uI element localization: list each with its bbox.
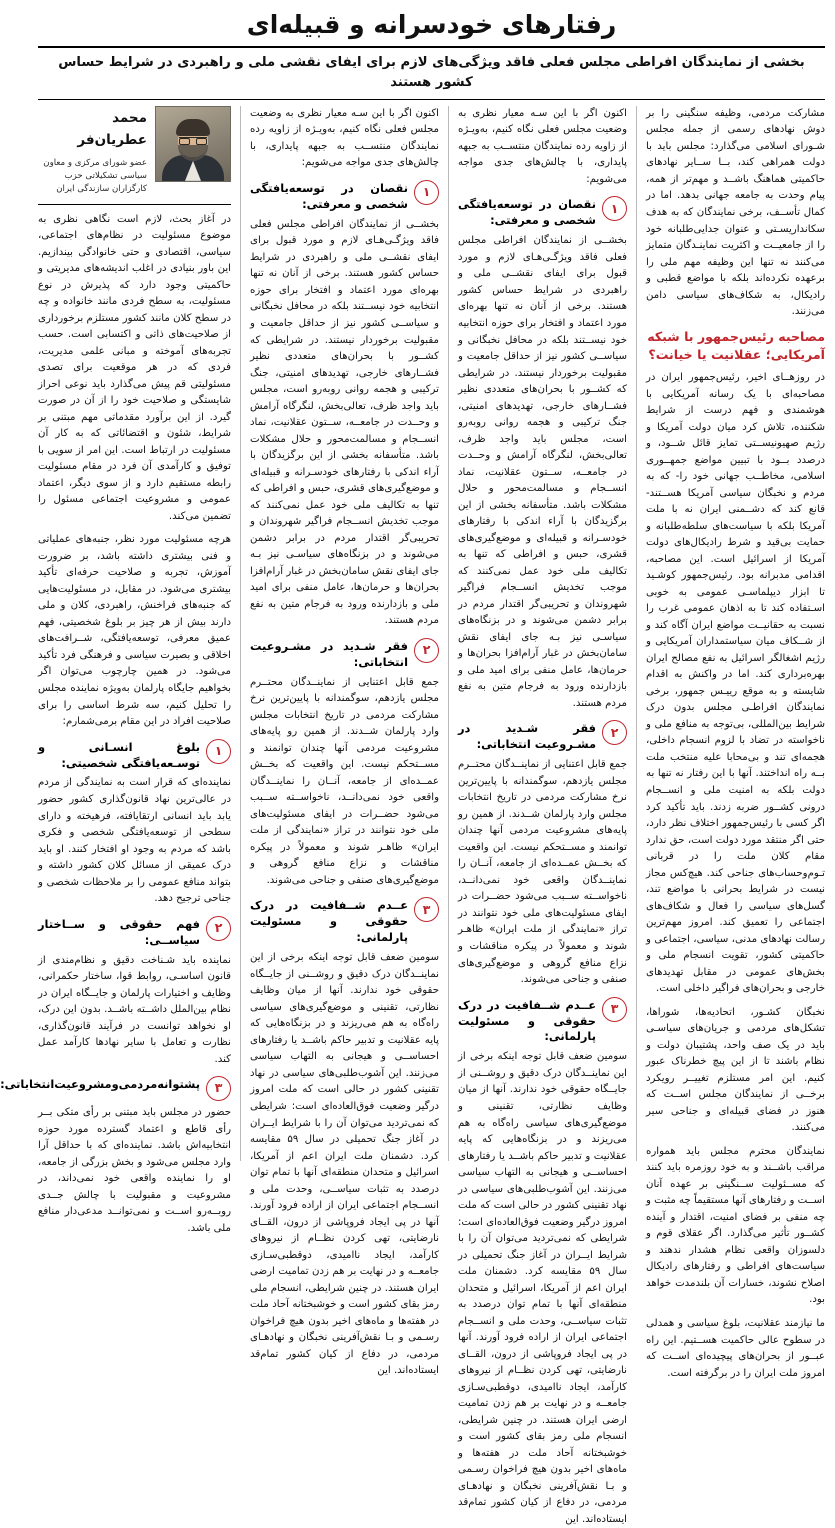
paragraph: اکنون اگر با این سـه معیار نظری به وضعیت مجلس فعلی نگاه کنیم، به‌ویـژه از زاویه رده نمایندگان منتســب به جبهه پایداری، با چالش‌های جدی مواجه می‌شویم: [250,107,439,169]
numbered-section-1 [458,195,627,229]
paragraph: اکنون اگر با این سـه معیار نظری به وضعیت مجلس فعلی نگاه کنیم، به‌ویـژه از زاویه رده نمایندگان منتســب به جبهه پایداری، با چالش‌های جدی مواجه می‌شویم: [458,107,627,185]
section-title: فقر شـدید در مشـروعیت انتخاباتی: [458,721,596,752]
column-3 [449,106,637,1525]
paragraph: جمع قابل اعتنایی از نماینــدگان محتــرم مجلس یازدهم، سوگمندانه با پایین‌ترین نرخ مشارکت مردمی در تاریخ انتخابات مجلس وارد پارلمان شــدند. از همین رو پایه‌های مشروعیت مردمی آنها چندان توانمند و مســتحکم نیست. این واقعیت که بخــش عمــده‌ای از جامعه، آنــان را نماینــدگان واقعی خود نمی‌دانــد، ناخواســته ســبب می‌شود حضــرات در ایفای مسئولیت‌های ملی خود نتوانند در تراز «نمایندگی از ملت ایران» ظاهـر شوند و معمولاً در پیکره مناقشات و نزاع منافع گروهی و موضع‌گیری‌های صنفی و جناحی می‌شوند. [458,759,627,986]
numbered-section-2-mid [250,637,439,671]
numbered-section-3 [458,996,627,1046]
author-name: محمد عطریان‌فر [77,109,147,148]
masthead [38,10,825,94]
paragraph: ما نیازمند عقلانیت، بلوغ سیاسی و همدلی در سطوح عالی حاکمیت هســتیم. این راه عبــور از بحران‌های پیچیده‌ای اســت که امروز ملت ایران را در برگرفته است. [646,1317,825,1379]
paragraph: حضور در مجلس باید مبتنی بر رأی متکی بــر رأی قاطع و اعتماد گسترده مورد حوزه انتخابیه‌اش باشد. نماینده‌ای که با حداقل آرا وارد مجلس می‌شود و بخش بزرگی از جامعه، او را نماینده واقعی خود نمی‌داند، در مشروعیت و مقبولیت با چالش جــدی روبــه‌رو اســت و نمی‌توانــد مدعی‌دار منافع ملی باشد. [38,1107,231,1234]
numbered-section-3-mid [250,896,439,946]
divider-thick [38,46,825,48]
author-block [38,106,231,197]
numbered-section-personality [38,738,231,772]
column-2 [241,106,449,1377]
column-1 [0,106,241,1234]
paragraph: بخشــی از نمایندگان افراطی مجلس فعلی فاقد ویژگـی‌هـای لازم و مورد قبول برای ایفای نقشــی ملی و راهبردی در شرایط حساس کشور هستند. برخی از آنان نه تنها بهره‌ای مورد اعتماد و افتخار برای حوزه انتخابیه خود نیســتند بلکه در محافل نخبگانی و سیاســی کشور نیز از حداقل جامعیت و مقبولیت برخوردار نیستند. در شرایطی که کشــور با بحران‌های متعددی نظیر فشــارهای خارجی، تهدیدهای امنیتی، جنگ ترکیبی و هجمه روانی روبه‌رو است، مجلس باید واجد ظرف، تعالی‌بخش، لنگرگاه آرامش و وحــدت در جامعــه، ســتون عقلانیت، نماد انســجام و مسالمت‌محور و حلال مشکلات باشد. متأسفانه بخشی از این برگزیدگان با آراء اندکی با رفتارهای خودسـرانه و قبیله‌ای و موضع‌گیری‌های قشری، حبس و افراطی که تنها به تکالیف ملی خود عمل نمی‌کنند که موجب تخدیش انســجام فراگیر شهروندان و تحریبی‌گر اقتدار مردم در برابر دشمن می‌شوند و در بزنگاه‌های سیاسـی نیز بـه جای ایفای نقش سامان‌بخش در غبار آرام‌افزا بحران‌ها و حرمان‌ها، عامل منفی برای امید ملی و بازدارنده ورود به فرجام متین به نفع مردم هستند. [250,218,439,627]
author-portrait [155,106,231,182]
section-number-badge: ۱ [206,739,231,764]
paragraph: سومین ضعف قابل توجه اینکه برخی از این نماینــدگان درک دقیق و روشــنی از جایــگاه حقوقی خود ندارند. آنها از میان وظایف نظارتی، تقنینی و موضع‌گیری‌های سیاسی راه‌گاه به هم می‌ریزند و در بزنگاه‌هایی که پایه عقلانیت و تدبیر حاکم باشــد یا رفتارهای احساســی و هیجانی به التهاب سیاسی می‌زنند. این آشوب‌طلبی‌های سیاسی در نهاد تقنینی کشور در حالی است که ملت امروز درگیر وضعیت فوق‌العاده‌ای است: شرایطی که نمی‌تردید می‌توان آن را با شرایط ایــران در آغاز جنگ تحمیلی در سال ۵۹ مقایسه کرد. دشمنان ملت ایران اعم از آمریکا، اسرائیل و متحدان منطقه‌ای آنها با تمام توان درصدد به تثبات سیاســی، وحدت ملی و انســجام اجتماعی ایران از اراده فرود آورند. آنها در پی ایجاد فروپاشی از درون، القــای نارضایتی، تهی کردن نظــام از نیروهای کارآمد، ایجاد ناامیدی، دوقطبی‌سـازی جامعــه و در نهایت بر هم زدن تمامیت ارضی ایران هستند. در چنین شرایطی، انسجام ملی رمز بقای کشور است و خوشبختانه آحاد ملت در هفته‌ها و ماه‌های اخیر بدون هیچ فراخوان رسـمی و بـا نقش‌آفرینی نخبگان و نهادهـای مردمی، در دفاع از کیان کشور تمام‌قد ایستاده‌اند. این [250,952,440,1377]
section-title: پشتوانه‌مردمی‌و‌مشروعیت‌انتخاباتی: [0,1077,200,1092]
section-number-badge: ۳ [602,997,627,1022]
section-title: نقصان در توسعه‌یافتگی شخصی و معرفتی: [250,180,408,211]
subheadline: بخشی از نمایندگان افراطی مجلس فعلی فاقد ویژگی‌های لازم برای ایفای نقشی ملی و راهبردی در شرایط حساس کشور هستند [58,55,805,91]
page-title: رفتارهای خودسرانه و قبیله‌ای [246,10,617,39]
section-title: عــدم شــفافیت در درک حقوقی و مسئولیت پارلمانی: [458,997,596,1044]
section-title: نقصان در توسعه‌یافتگی شخصی و معرفتی: [458,197,596,228]
paragraph: نماینده‌ای که قرار است به نمایندگی از مردم در عالی‌ترین نهاد قانون‌گذاری کشور حضور یابد باید انسانی ارتقایافته، فرهیخته و دارای سطحی از توسعه‌یافتگی شخصی و فکری باشد که مردم به وجود او افتخار کنند. او باید درک عمیقی از مسائل کلان کشور داشته و بتواند منافع عمومی را بر ملاحظات شخصی و جناحی ترجیح دهد. [38,777,231,905]
paragraph: مشارکت مردمی، وظیفه سنگینی را بر دوش نهادهای رسمی از جمله مجلس شـورای اسلامی می‌گذارد: مجلس باید با دولت همراهی کند، بــا ســایر نهادهای حاکمیتی هماهنگ باشــد و مهم‌تر از همه، پیام وحدت به جامعه جهانی بدهد. اما در کمال تأســف، برخی نمایندگان که به هدف سکانداریسـتی و عنوان جدایی‌طلبانه خود را از جامعیــت و اکثریت نماینـدگان متمایز می‌کنند نه تنها این وظیفه مهم ملی را برعهده نکرده‌اند بلکه با مواضع قطبی و رادیکال، به شکاف‌های سیاسی دامن می‌زنند. [646,107,825,318]
paragraph: سومین ضعف قابل توجه اینکه برخی از این نماینــدگان درک دقیق و روشــنی از جایــگاه حقوقی خود ندارند. آنها از میان وظایف نظارتی، تقنینی و موضع‌گیری‌های سیاسی راه‌گاه به هم می‌ریزند و در بزنگاه‌هایی که پایه عقلانیت و تدبیر حاکم باشــد یا رفتارهای احساســی و هیجانی به التهاب سیاسی می‌زنند. این آشوب‌طلبی‌های سیاسی در نهاد تقنینی کشور در حالی است که ملت امروز درگیر وضعیت فوق‌العاده‌ای است: شرایطی که نمی‌تردید می‌توان آن را با شرایط ایــران در آغاز جنگ تحمیلی در سال ۵۹ مقایسه کرد. دشمنان ملت ایران اعم از آمریکا، اسرائیل و متحدان منطقه‌ای آنها با تمام توان درصدد به تثبات سیاســی، وحدت ملی و انســجام اجتماعی ایران از اراده فرود آورند. آنها در پی ایجاد فروپاشی از درون، القــای نارضایتی، تهی کردن نظــام از نیروهای کارآمد، ایجاد ناامیدی، دوقطبی‌سـازی جامعــه و در نهایت بر هم زدن تمامیت ارضی ایران هستند. در چنین شرایطی، انسجام ملی رمز بقای کشور است و خوشبختانه آحاد ملت در هفته‌ها و ماه‌های اخیر بدون هیچ فراخوان رسـمی و بـا نقش‌آفرینی نخبگان و نهادهـای مردمی، در دفاع از کیان کشور تمام‌قد ایستاده‌اند. این [458,1051,627,1525]
author-role: عضو شورای مرکزی و معاون سیاسی تشکیلاتی حزب کارگزاران سازندگی ایران [43,157,147,195]
paragraph: در آغاز بحث، لازم است نگاهی نظری به موضوع مسئولیت در نظام‌های اجتماعی، سیاسی، اقتصادی و حتی خانوادگی بیندازیم. این باور بنیادی در اغلب اندیشه‌های مدیریتی و حاکمیتی وجود دارد که پذیرش در نوع مسئولیت، به سطح فردی مانند خانواده و چه در سطح کلان مانند کشور مستلزم برخورداری از صلاحیت‌های ذاتی و اکتسابی است. حسب تجربه‌های آموخته و مبانی علمی مدیریت، فردی که در هر موقعیت برای تصدی مسئولیتی قم پیش می‌گذارد باید نوعی احراز شایستگی و صلاحیت خود را از آن در صورت گیرد. از این برآورد مقدماتی مهم مبتنی بر شرایط، شئون و اقتضائاتی که به کار آن مسئولیت در ارتباط است. این امر از سویی با توفیق و کارآمدی آن فرد در مقام مسئولیت رابطه مستقیم دارد و از سوی دیگر، اعتماد عمومی و مشروعیت اجتماعی مسئول را تضمین می‌کند. [38,213,231,522]
section-number-badge: ۲ [206,916,231,941]
paragraph: نخبگان کشـور، اتحادیه‌ها، شوراها، تشکل‌های مردمی و جریان‌های سیاسـی باید در یک صف واحد، پشتیبان دولت و نظام باشند تا از این پیچ خطرناک عبور کنیم. این امر مستلزم تغییــر رویکرد برخــی از نمایندگان مجلس اســت که هنوز در فضای قبیله‌ای و جناحی سیر می‌کنند. [646,1006,825,1134]
section-title: عــدم شــفافیت در درک حقوقی و مسئولیت پارلمانی: [250,898,408,945]
section-title: فهم حقوقی و ســاختار سیاســی: [38,916,200,947]
section-number-badge: ۲ [414,638,439,663]
section-heading-interview: مصاحبه رئیس‌جمهور با شبکه آمریکایی؛ عقلانیت یا خیانت؟ [647,328,825,362]
section-number-badge: ۳ [206,1076,231,1101]
numbered-section-2 [458,719,627,753]
article-columns [0,106,825,1525]
numbered-section-1-mid [250,179,439,213]
divider-author [38,204,231,205]
numbered-section-electoral [0,1075,231,1101]
column-4 [637,106,825,1379]
paragraph: جمع قابل اعتنایی از نماینــدگان محتــرم مجلس یازدهم، سوگمندانه با پایین‌ترین نرخ مشارکت مردمی در تاریخ انتخابات مجلس وارد پارلمان شــدند. از همین رو پایه‌های مشروعیت مردمی آنها چندان توانمند و مســتحکم نیست. این واقعیت که بخــش عمــده‌ای از جامعه، آنــان را نماینــدگان واقعی خود نمی‌دانــد، ناخواســته ســبب می‌شود حضــرات در ایفای مسئولیت‌های ملی خود نتوانند در تراز «نمایندگی از ملت ایران» ظاهـر شوند و معمولاً در پیکره مناقشات و نزاع منافع گروهی و موضع‌گیری‌های صنفی و جناحی می‌شوند. [250,676,439,886]
section-number-badge: ۳ [414,897,439,922]
paragraph: هرچه مسئولیت مورد نظر، جنبه‌های عملیاتی و فنی بیشتری داشته باشد، بر ضرورت آموزش، تجربه و صلاحیت حرفه‌ای تأکید بیشتری می‌شود. در مقابل، در مسئولیت‌هایی که جنبه‌های فراخنش، راهبردی، کلان و ملی دارند بیش از هر چیز بر بلوغ شخصیتی، فهم عمیق معرفی، توسعه‌یافتگی، شــرافت‌های اخلاقی و بصیرت سیاسی و فرهنگی فرد تأکید می‌شود. در همین چارچوب می‌توان اگر بخواهیم جایگاه پارلمان به‌ویژه نماینده مجلس را تحلیل کنیم، سه شرط اساسی را برای صلاحیت افراد در این مقام برمی‌شمارم: [38,534,231,728]
section-title: فقر شـدید در مشـروعیت انتخاباتی: [250,638,408,669]
numbered-section-legal [38,915,231,949]
section-title: بلوغ انسـانی و توسـعه‌یافتگی شخصیتی: [38,739,200,770]
divider-thin [38,99,825,100]
section-number-badge: ۲ [602,720,627,745]
paragraph: بخشــی از نمایندگان افراطی مجلس فعلی فاقد ویژگـی‌هـای لازم و مورد قبول برای ایفای نقشــی ملی و راهبردی در شرایط حساس کشور هستند. برخی از آنان نه تنها بهره‌ای مورد اعتماد و افتخار برای حوزه انتخابیه خود نیســتند بلکه در محافل نخبگانی و سیاســی کشور نیز از حداقل جامعیت و مقبولیت برخوردار نیستند. در شرایطی که کشــور با بحران‌های متعددی نظیر فشــارهای خارجی، تهدیدهای امنیتی، جنگ ترکیبی و هجمه روانی روبه‌رو است، مجلس باید واجد ظرف، تعالی‌بخش، لنگرگاه آرامش و وحــدت در جامعــه، ســتون عقلانیت، نماد انســجام و مسالمت‌محور و حلال مشکلات باشد. متأسفانه بخشی از این برگزیدگان با آراء اندکی با رفتارهای خودسـرانه و قبیله‌ای و موضع‌گیری‌های قشری، حبس و افراطی که تنها به تکالیف ملی خود عمل نمی‌کنند که موجب تخدیش انســجام فراگیر شهروندان و تحریبی‌گر اقتدار مردم در برابر دشمن می‌شوند و در بزنگاه‌های سیاسـی نیز بـه جای ایفای نقش سامان‌بخش در غبار آرام‌افزا بحران‌ها و حرمان‌ها، عامل منفی برای امید ملی و بازدارنده ورود به فرجام متین به نفع مردم هستند. [458,235,627,709]
paragraph: نماینده باید شـناخت دقیق و نظام‌مندی از قانون اساسـی، روابط قوا، ساختار حکمرانی، وظایف و اختیارات پارلمان و جایــگاه ایران در نظام بین‌الملل داشــته باشــد. بدون این درک، او نخواهد توانست در فرآیند قانون‌گذاری، نظارت و تعامل با سایر نهادها کارآمد عمل کند. [38,954,231,1065]
section-number-badge: ۱ [414,180,439,205]
paragraph: نمایندگان محترم مجلس باید همواره مراقب باشــند و به خود روزمره باید کنند که مســئولیت ســنگینی بر عهده آنان اســت و رفتارهای آنها مستقیماً چه مثبت و چه منفی بر فضای امنیت، اقتدار و آینده کشــور تأثیر می‌گذارد. اگر عقلای قوم و دلسوزان واقعی نظام هشدار ندهند و سیاست‌های افراطی و رفتارهای رادیکال اصلاح نشوند، خسارات آن بلندمدت خواهد بود. [646,1145,825,1306]
section-number-badge: ۱ [602,196,627,221]
paragraph: در روزهــای اخیر، رئیس‌جمهور ایران در مصاحبه‌ای با یک رسانه آمریکایی با هوشمندی و فهم درست از شرایط شکننده، تلاش کرد میان دولت آمریکا و رژیم صهیونیســتی تمایز قائل شــود، و درصدد بــود با تبیین مواضع جمهــوری اسلامی، مخاطــب جهانی خود را- که به مردم و نخبگان سیاسی آمریکا هســتند- قانع کند که دشــمنی ایران نه با ملت آمریکا بلکه با سیاست‌های سلطه‌طلبانه و حمایت بی‌قید و شرط رادیکال‌های دولت آمریکا از اسرائیل است. این مصاحبه، اقدامی مدبرانه بود. رئیس‌جمهور کوشـید تا ابزار دیپلماسـی عمومی به خوبی اسـتفاده کند تا به اذهان عمومی غرب را نسبت به حقانیــت مواضع ایران آگاه کند و از شــکاف میان سیاستمداران آمریکایی و رژیم اشغالگر اسرائیل به نفع مصالح ایران بهره‌برداری کند. اما در واکنش به اقدام شایسته و به موقع رییـس جمهور، برخی نمایندگان افراطـی مجلس بدون درک شرایط بین‌المللی، بی‌توجه به منافع ملی و ناخواسته در تضاد با لزوم انسجام داخلی، هجمه‌ای تند و بی‌محابا علیه منتخب ملت بــه راه انداختند. آنها با این رفتار نه تنها به دولت بلکه به امنیت ملی و انســجام درونی کشــور ضربه زدند. باید تأکید کرد اگر کسی با رئیس‌جمهور اختلاف نظر دارد، حتی اگر منتقد مورد دولت است، حق ندارد مقام کلان ملت را در قربانی تـوم‌وحساب‌های جناحی کند. هیچ‌کس مجاز نیست در شرایط بحرانی با مواضع تند، گسل‌های سیاسی را فعال و شکاف‌های اجتماعی را تعمیق کند. امروز مهم‌ترین رسالت نهادهای مدنی، سیاسی، اجتماعی و حاکمیتی کشور، تقویت انسجام ملی و بخش‌های عمومی در مقابل تهدیدهای خارجی و بحران‌های فراگیر داخلی است. [646,372,825,995]
